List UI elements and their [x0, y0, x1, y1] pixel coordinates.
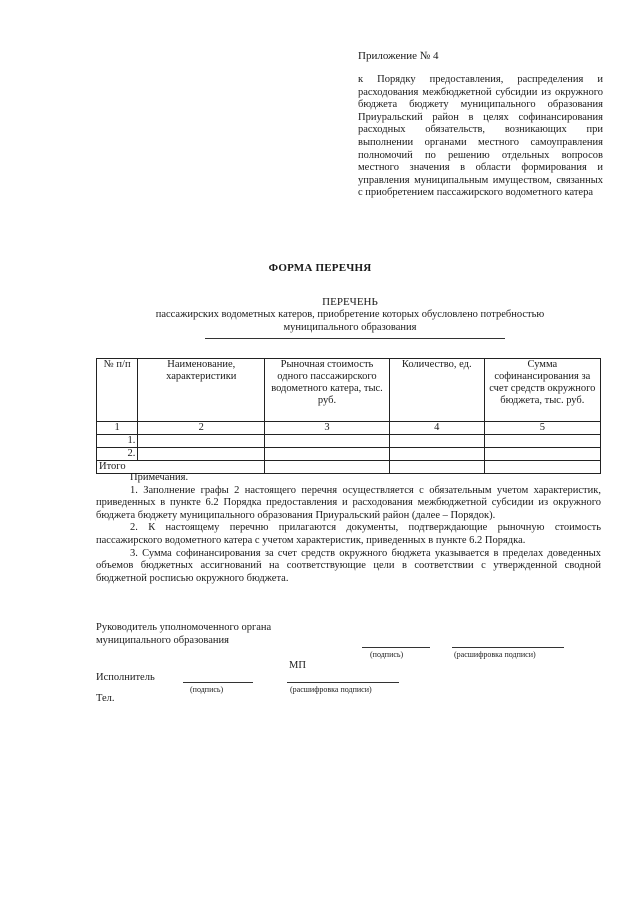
head-signature-caption: (подпись): [370, 650, 404, 659]
row-index: 1.: [97, 435, 138, 448]
executor-signature-line: [183, 682, 253, 683]
executor-decoding-caption: (расшифровка подписи): [290, 685, 372, 694]
table-cell: [389, 448, 484, 461]
note-item: 2. К настоящему перечню прилагаются документы, подтверждающие рыночную стоимость пассажирского водометного катера с учетом характеристик, приведенных в пункте 6.2 Порядка.: [96, 522, 601, 546]
stamp-label: МП: [289, 660, 306, 671]
list-subtitle: пассажирских водометных катеров, приобретение которых обусловлено потребностью муниципального образования: [155, 309, 545, 333]
list-underline: [205, 338, 505, 339]
row-index: 2.: [97, 448, 138, 461]
notes: [96, 472, 601, 585]
form-title: ФОРМА ПЕРЕЧНЯ: [268, 262, 372, 274]
head-title-line2: муниципального образования: [96, 635, 229, 646]
executor-signature-caption: (подпись): [190, 685, 224, 694]
header-cofinancing: Сумма софинансирования за счет средств окружного бюджета, тыс. руб.: [484, 359, 600, 422]
table-row: [97, 448, 601, 461]
phone-label: Тел.: [96, 693, 115, 704]
executor-decoding-line: [287, 682, 399, 683]
table-column-numbers-row: [97, 422, 601, 435]
head-decoding-caption: (расшифровка подписи): [454, 650, 536, 659]
head-title-line1: Руководитель уполномоченного органа: [96, 622, 272, 633]
note-item: 1. Заполнение графы 2 настоящего перечня осуществляется с обязательным учетом характеристик, приведенных в пункте 6.2 Порядка предоставления и расходования межбюджетной субсидии из окружного бюджета бюджету муниципального образования Приуральский район (далее – Порядок).: [96, 484, 601, 521]
table-cell: [389, 435, 484, 448]
appendix-title: Приложение № 4: [358, 50, 439, 62]
col-number: 4: [389, 422, 484, 435]
note-item: 3. Сумма софинансирования за счет средств окружного бюджета указывается в пределах доведенных объемов бюджетных ассигнований на соответствующие цели в соответствии с утвержденной сводной бюджетной росписью окружного бюджета.: [96, 547, 601, 584]
head-signature-line: [362, 647, 430, 648]
appendix-body: к Порядку предоставления, распределения и расходования межбюджетной субсидии из окружного бюджета бюджету муниципального образования Приуральский район в целях софинансирования расходных обязательств, возникающих при выполнении органами местного самоуправления полномочий по решению отдельных вопросов местного значения в области формирования и управления муниципальным имуществом, связанных с приобретением пассажирского водометного катера: [358, 74, 603, 199]
table-cell: [265, 448, 390, 461]
total-label: Итого: [97, 461, 265, 474]
table-cell: [138, 435, 265, 448]
col-number: 3: [265, 422, 390, 435]
head-decoding-line: [452, 647, 564, 648]
list-title: ПЕРЕЧЕНЬ: [322, 296, 378, 308]
table-cell: [484, 448, 600, 461]
table-cell: [484, 435, 600, 448]
header-quantity: Количество, ед.: [389, 359, 484, 422]
table-row: [97, 435, 601, 448]
executor-label: Исполнитель: [96, 672, 155, 683]
notes-heading: Примечания.: [130, 472, 189, 483]
header-name: Наименование, характеристики: [138, 359, 265, 422]
table-header-row: [97, 359, 601, 422]
table-cell: [138, 448, 265, 461]
list-table: [96, 358, 601, 474]
col-number: 5: [484, 422, 600, 435]
col-number: 1: [97, 422, 138, 435]
header-market-price: Рыночная стоимость одного пассажирского водометного катера, тыс. руб.: [265, 359, 390, 422]
col-number: 2: [138, 422, 265, 435]
header-number: № п/п: [97, 359, 138, 422]
table-cell: [265, 435, 390, 448]
